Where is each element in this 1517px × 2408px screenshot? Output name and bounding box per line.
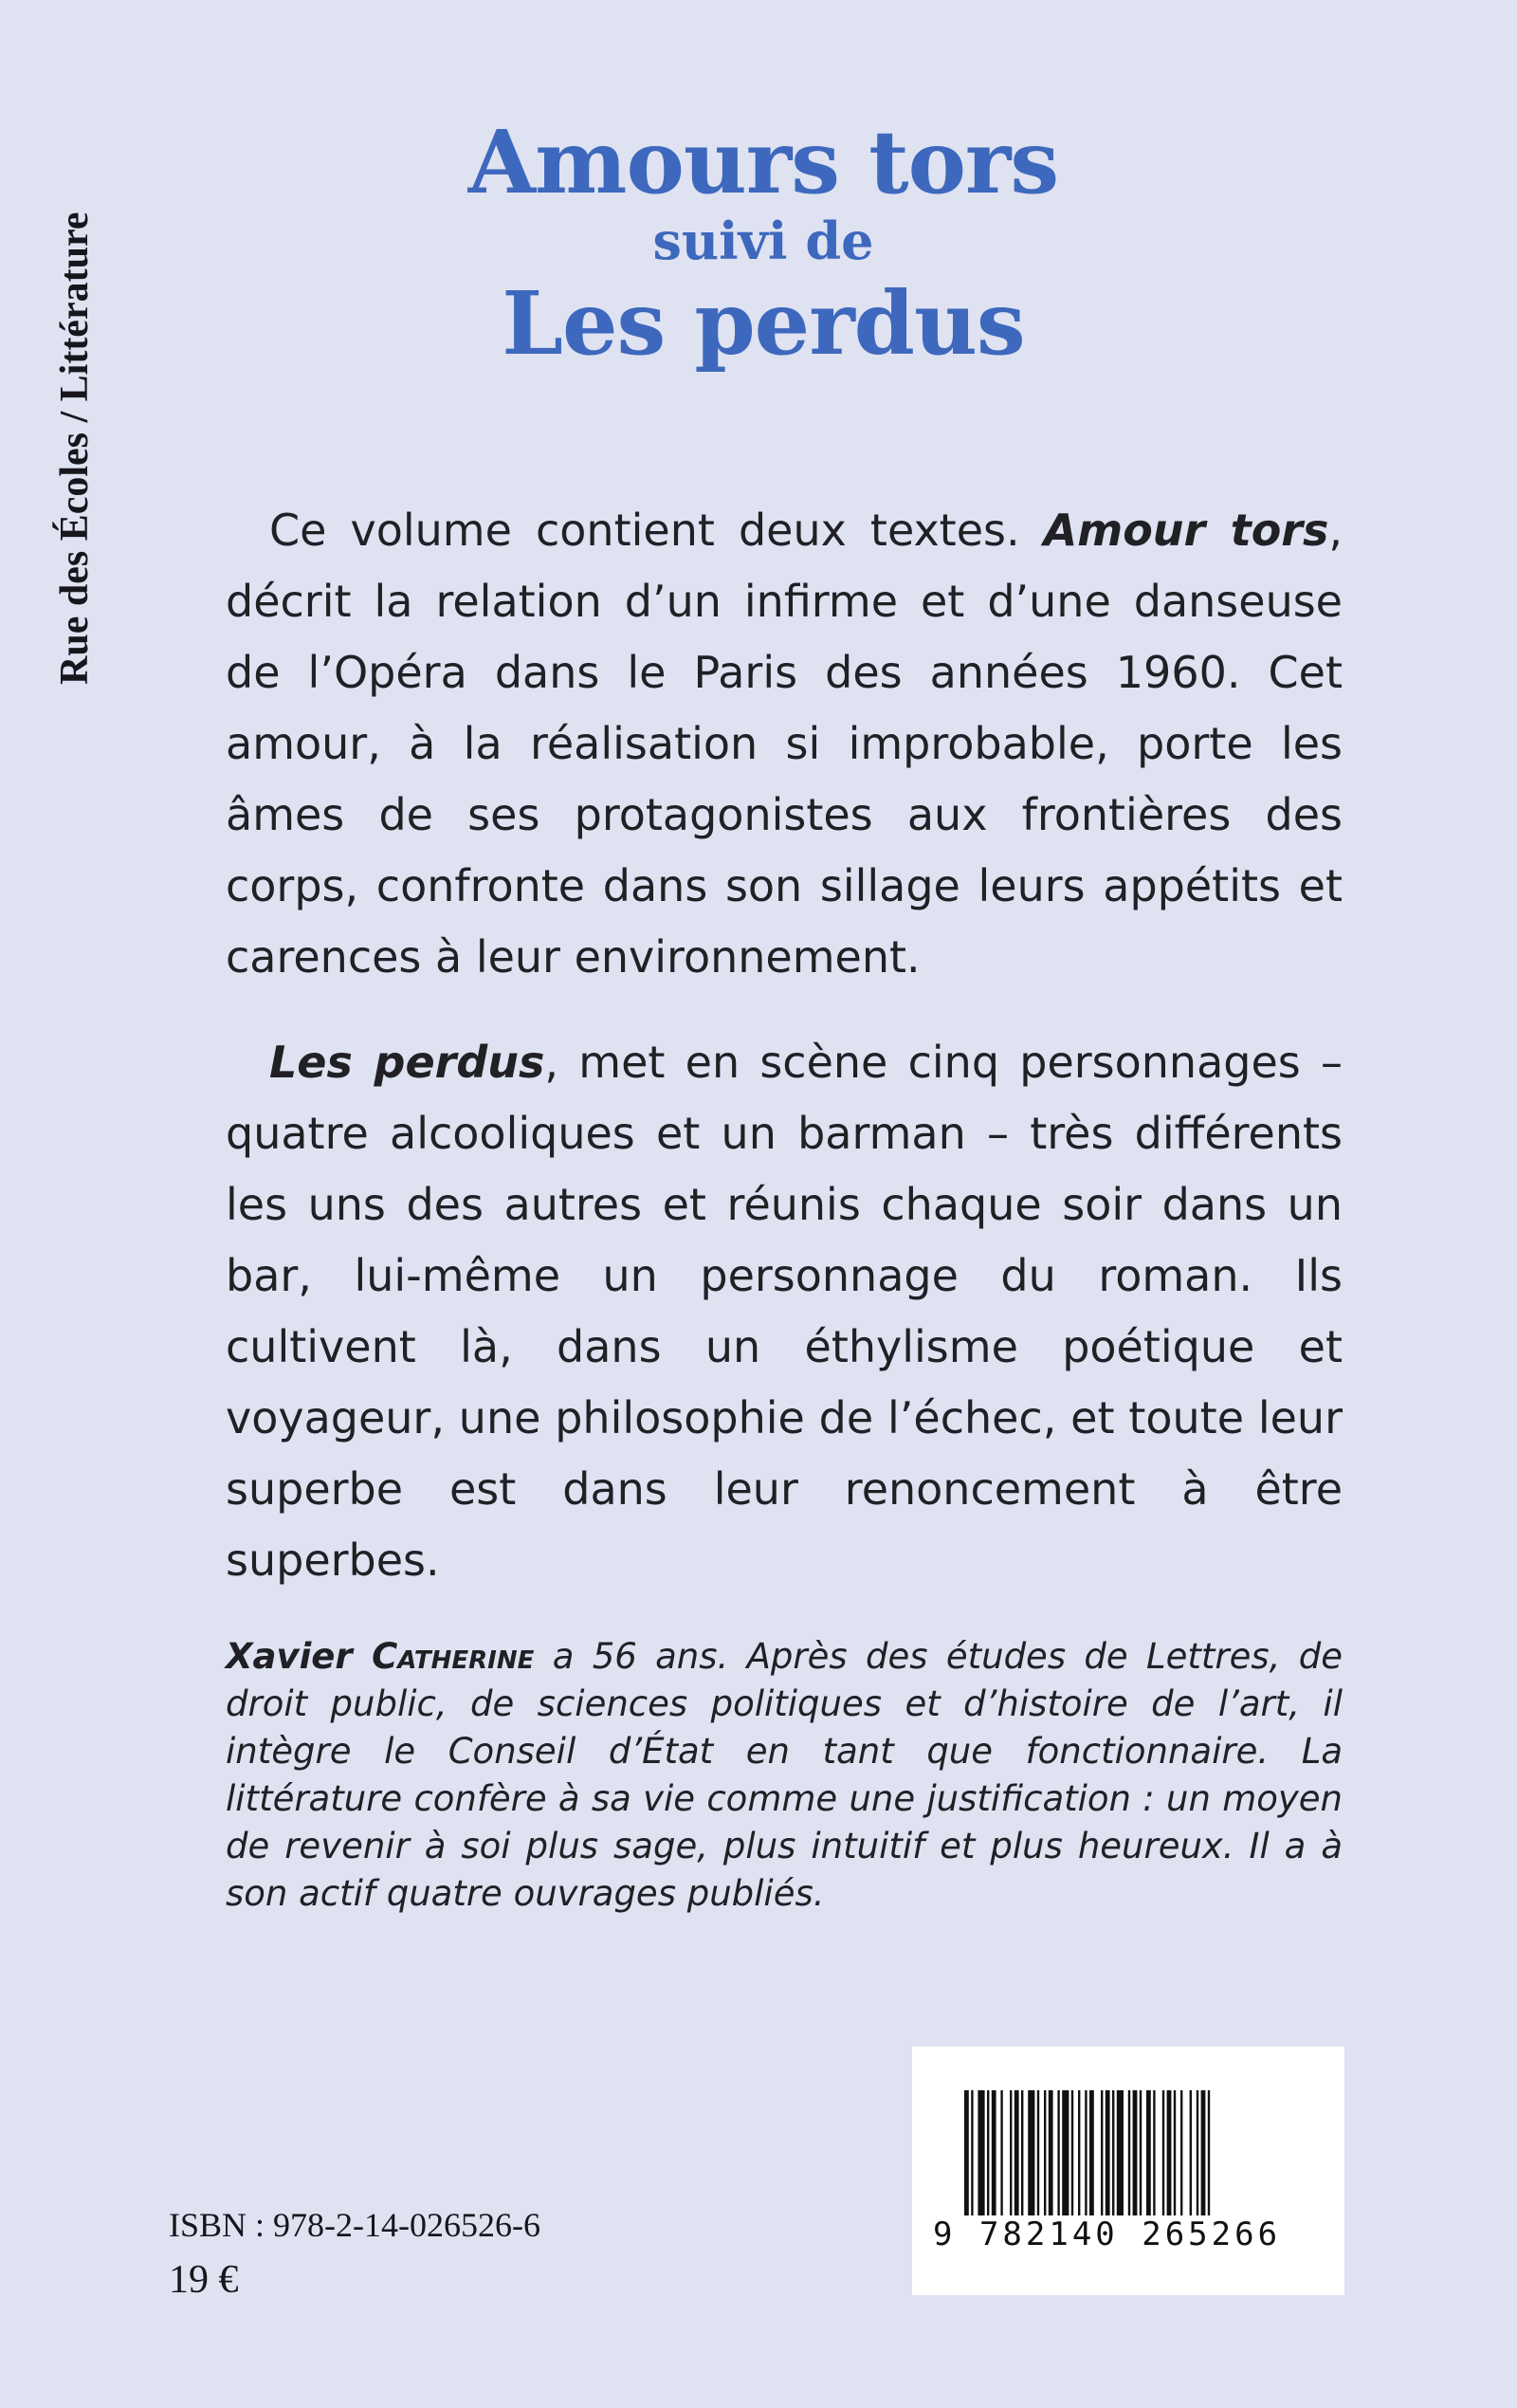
barcode-bar (1197, 2090, 1198, 2215)
author-bio-text: a 56 ans. Après des études de Lettres, de droit public, de sciences politiques et d’histoire de l’art, il intègre le Conseil d’État en tant que fonctionnaire. La littérature confère à sa vie comme une justification : un moyen de revenir à soi plus sage, plus intuitif et plus heureux. Il a à son actif quatre ouvrages publiés. (226, 1636, 1343, 1914)
description-paragraph-2: Les perdus, met en scène cinq personnages – quatre alcooliques et un barman – très différents les uns des autres et réunis chaque soir dans un bar, lui-même un personnage du roman. Ils cultivent là, dans un éthylisme poétique et voyageur, une philosophie de l’échec, et toute leur superbe est dans leur renoncement à être superbes. (226, 1037, 1343, 1586)
barcode-bar (1167, 2090, 1172, 2215)
barcode-bar (992, 2090, 996, 2215)
barcode-bars (964, 2090, 1292, 2215)
barcode-bar (1085, 2090, 1087, 2215)
author-name: Xavier Catherine (226, 1636, 535, 1677)
barcode-bar (1089, 2090, 1094, 2215)
barcode-bar (1190, 2090, 1192, 2215)
isbn-label: ISBN : 978-2-14-026526-6 (169, 2206, 540, 2244)
barcode-bar (1028, 2090, 1034, 2215)
barcode-bar (1071, 2090, 1073, 2215)
collection-label: Rue des Écoles / Littérature (53, 211, 97, 685)
title-line-2: Les perdus (502, 272, 1025, 376)
barcode-bar (964, 2090, 969, 2215)
title-reference-amour-tors: Amour tors (1043, 505, 1329, 556)
barcode-bar (1112, 2090, 1114, 2215)
barcode-bar (1057, 2090, 1059, 2215)
barcode-bar (1062, 2090, 1069, 2215)
barcode-bar (1117, 2090, 1124, 2215)
barcode-bar (1133, 2090, 1138, 2215)
barcode (912, 2047, 1344, 2295)
title-line-1: Amours tors (467, 111, 1059, 213)
barcode-number: 9 782140 265266 (933, 2215, 1282, 2253)
description-paragraph-1: Ce volume contient deux textes. Amour tors, décrit la relation d’un infirme et d’une danseuse de l’Opéra dans le Paris des années 1960. Cet amour, à la réalisation si improbable, porte les âmes de ses protagonistes aux frontières des corps, confronte dans son sillage leurs appétits et carences à leur environnement. (226, 505, 1343, 983)
spine-text (46, 2, 104, 685)
price-label: 19 € (169, 2258, 239, 2302)
book-title (379, 111, 1147, 376)
barcode-bar (1146, 2090, 1151, 2215)
barcode-bar (1162, 2090, 1164, 2215)
barcode-bar (978, 2090, 984, 2215)
barcode-bar (1208, 2090, 1210, 2215)
barcode-bar (1037, 2090, 1039, 2215)
barcode-bar (1049, 2090, 1053, 2215)
barcode-bar (1174, 2090, 1176, 2215)
barcode-bar (1101, 2090, 1103, 2215)
title-reference-les-perdus: Les perdus (269, 1037, 545, 1088)
barcode-bar (1140, 2090, 1142, 2215)
barcode-bar (1153, 2090, 1155, 2215)
author-bio (226, 1633, 1343, 1918)
barcode-bar (1021, 2090, 1023, 2215)
barcode-bar (1000, 2090, 1002, 2215)
barcode-bar (1044, 2090, 1046, 2215)
barcode-bar (971, 2090, 973, 2215)
barcode-bar (1180, 2090, 1182, 2215)
barcode-bar (1106, 2090, 1110, 2215)
barcode-bar (1010, 2090, 1012, 2215)
barcode-bar (1014, 2090, 1019, 2215)
book-description (226, 495, 1343, 1630)
barcode-bar (1128, 2090, 1130, 2215)
title-connector: suivi de (652, 211, 874, 272)
barcode-bar (1201, 2090, 1206, 2215)
barcode-bar (987, 2090, 989, 2215)
barcode-bar (1078, 2090, 1080, 2215)
